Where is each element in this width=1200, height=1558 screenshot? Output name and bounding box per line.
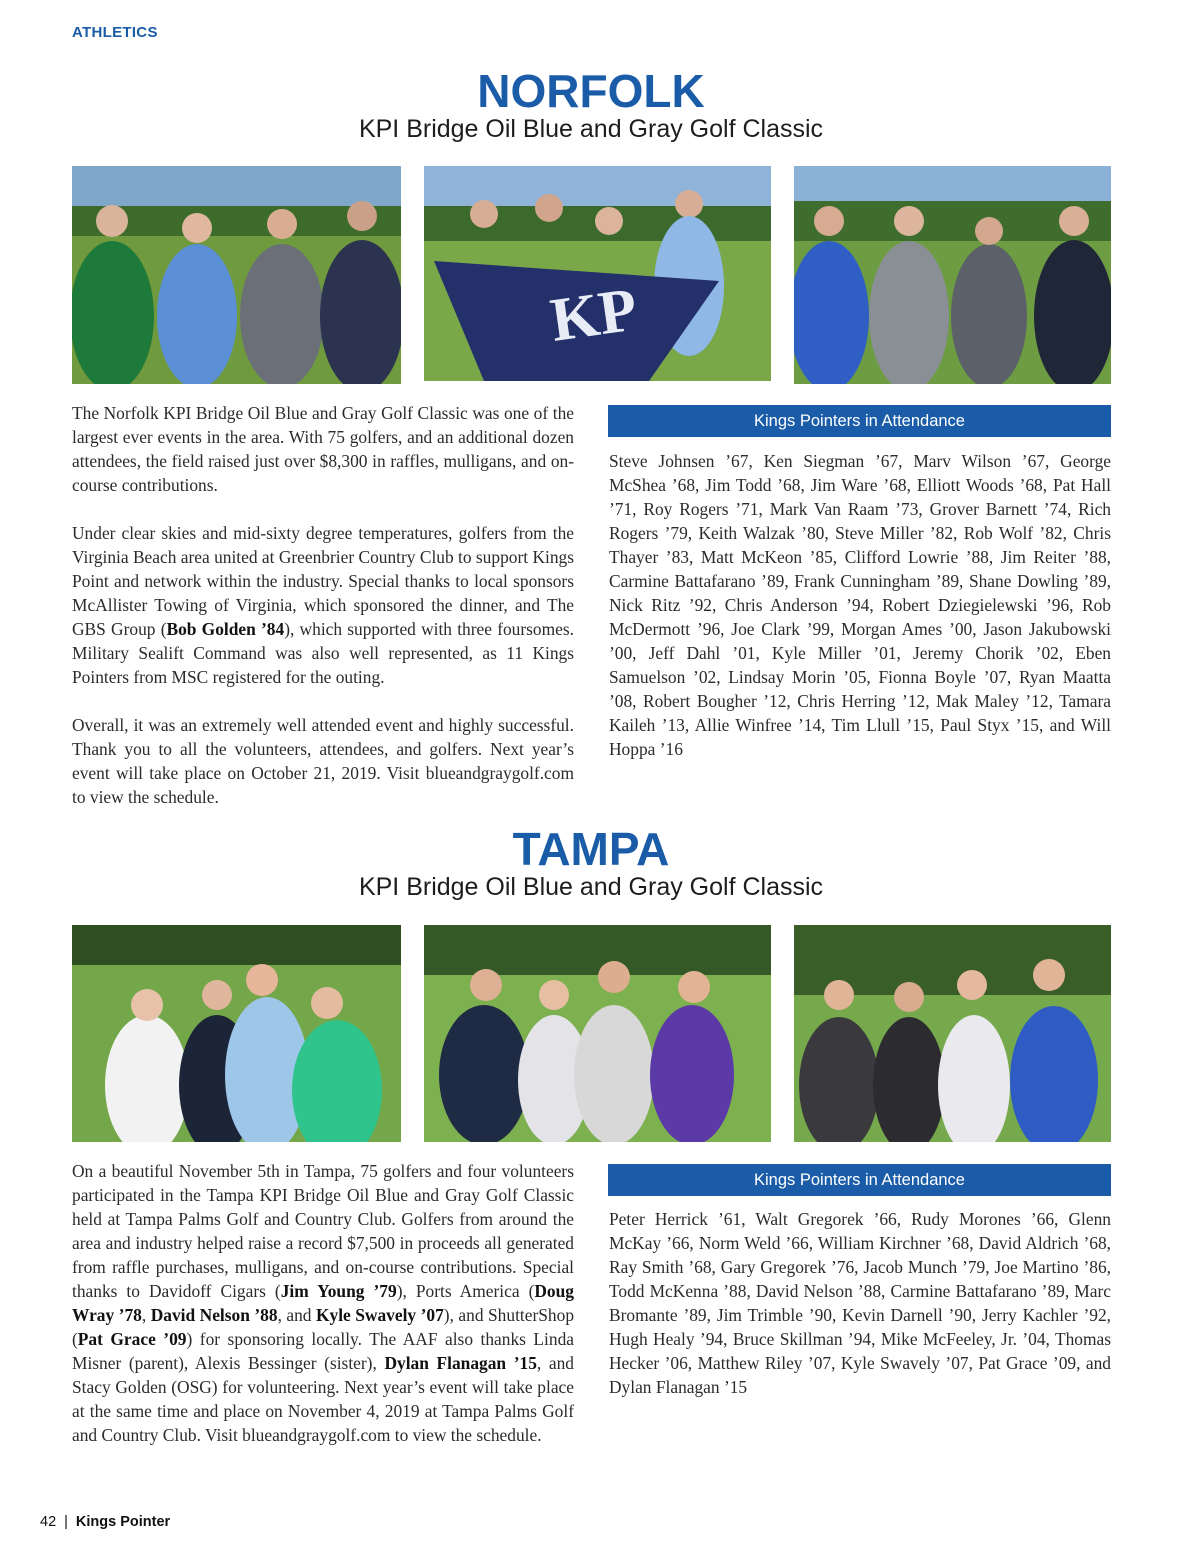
tampa-title: TAMPA [512, 823, 670, 875]
text-run: , and Stacy Golden (OSG) for volunteering. Next year’s event will take place at the same time and place on November 4, 2019 at Tampa Palms Golf and Country Club. Visit blueandgraygolf.com to view the schedule. [72, 1353, 574, 1445]
norfolk-photo-flag [424, 166, 771, 381]
tampa-attendance-banner: Kings Pointers in Attendance [608, 1164, 1111, 1196]
text-run: The Norfolk KPI Bridge Oil Blue and Gray Golf Classic was one of the largest ever events in the area. With 75 golfers, and an additional dozen attendees, the field raised just over $8,300 in raffles, mulligans, and on-course contributions. [72, 403, 574, 495]
flag-kp-text: KP [546, 275, 642, 355]
tampa-paragraph [72, 1159, 574, 1447]
norfolk-paragraph [72, 401, 574, 497]
bold-name: Bob Golden ’84 [166, 619, 285, 639]
bold-name: Jim Young ’79 [280, 1281, 397, 1301]
norfolk-article [72, 401, 574, 833]
tampa-photo-1 [72, 925, 401, 1142]
text-run: On a beautiful November 5th in Tampa, 75 golfers and four volunteers participated in the Tampa KPI Bridge Oil Blue and Gray Golf Classic held at Tampa Palms Golf and Country Club. Golfers from around the area and industry helped raise a record $7,500 in proceeds all generated from raffle purchases, mulligans, and on-course contributions. Special thanks to Davidoff Cigars ( [72, 1161, 574, 1301]
text-run: ), Ports America ( [396, 1281, 535, 1301]
bold-name: Kyle Swavely ’07 [316, 1305, 444, 1325]
tampa-article [72, 1159, 574, 1471]
text-run: , [141, 1305, 151, 1325]
text-run: ) for sponsoring locally. The AAF also thanks Linda Misner (parent), Alexis Bessinger (sister), [72, 1329, 574, 1373]
bold-name: David Nelson ’88 [150, 1305, 278, 1325]
norfolk-paragraph [72, 713, 574, 809]
page-number: 42 [40, 1514, 57, 1530]
tampa-photo-3 [794, 925, 1111, 1142]
text-run: Overall, it was an extremely well attended event and highly successful. Thank you to all the volunteers, attendees, and golfers. Next year’s event will take place on October 21, 2019. Visit blueandgraygolf.com to view the schedule. [72, 715, 574, 807]
tampa-subtitle: KPI Bridge Oil Blue and Gray Golf Classic [358, 873, 824, 901]
text-run: Under clear skies and mid-sixty degree temperatures, golfers from the Virginia Beach area united at Greenbrier Country Club to support Kings Point and network within the industry. Special thanks to local sponsors McAllister Towing of Virginia, which sponsored the dinner, and The GBS Group ( [72, 523, 574, 639]
bold-name: Pat Grace ’09 [77, 1329, 187, 1349]
norfolk-title: NORFOLK [477, 65, 705, 117]
text-run: , and [277, 1305, 316, 1325]
norfolk-paragraph [72, 521, 574, 689]
norfolk-subtitle: KPI Bridge Oil Blue and Gray Golf Classic [358, 115, 824, 143]
section-label: ATHLETICS [72, 24, 158, 41]
magazine-name: Kings Pointer [75, 1514, 171, 1530]
tampa-photo-2 [424, 925, 771, 1142]
bold-name: Dylan Flanagan ’15 [384, 1353, 537, 1373]
page-footer [40, 1514, 170, 1530]
norfolk-attendance-banner: Kings Pointers in Attendance [608, 405, 1111, 437]
text-run: ), which supported with three foursomes. Military Sealift Command was also well represented, as 11 Kings Pointers from MSC registered for the outing. [72, 619, 574, 687]
tampa-attendance-list: Peter Herrick ’61, Walt Gregorek ’66, Rudy Morones ’66, Glenn McKay ’66, Norm Weld ’66, William Kirchner ’68, David Aldrich ’68, Ray Smith ’68, Gary Gregorek ’76, Jacob Munch ’79, Joe Martino ’86, Todd McKenna ’88, David Nelson ’88, Carmine Battafarano ’89, Marc Bromante ’89, Jim Trimble ’90, Kevin Darnell ’90, Jerry Kachler ’92, Hugh Healy ’94, Bruce Skillman ’94, Mike McFeeley, Jr. ’04, Thomas Hecker ’06, Matthew Riley ’07, Kyle Swavely ’07, Pat Grace ’09, and Dylan Flanagan ’15 [609, 1209, 1111, 1397]
norfolk-photo-3 [794, 166, 1111, 384]
text-run: ), and ShutterShop ( [72, 1305, 575, 1349]
norfolk-photo-1 [72, 166, 401, 384]
norfolk-attendance-list: Steve Johnsen ’67, Ken Siegman ’67, Marv Wilson ’67, George McShea ’68, Jim Todd ’68, Jim Ware ’68, Elliott Woods ’68, Pat Hall ’71, Roy Rogers ’71, Mark Van Raam ’73, Grover Barnett ’74, Rich Rogers ’79, Keith Walzak ’80, Steve Miller ’82, Rob Wolf ’82, Chris Thayer ’83, Matt McKeon ’85, Clifford Lowrie ’88, Jim Reiter ’88, Carmine Battafarano ’89, Frank Cunningham ’89, Shane Dowling ’89, Nick Ritz ’92, Chris Anderson ’94, Robert Dziegielewski ’96, Rob McDermott ’96, Joe Clark ’99, Morgan Ames ’00, Jason Jakubowski ’00, Jeff Dahl ’01, Kyle Miller ’01, Jeremy Chorik ’02, Eben Samuelson ’02, Lindsay Morin ’05, Fionna Boyle ’07, Ryan Maatta ’08, Robert Bougher ’12, Chris Herring ’12, Mak Maley ’12, Tamara Kaileh ’13, Allie Winfree ’14, Tim Llull ’15, Paul Styx ’15, and Will Hoppa ’16 [609, 451, 1111, 759]
footer-separator: | [64, 1514, 68, 1530]
bold-name: Doug Wray ’78 [72, 1281, 574, 1325]
